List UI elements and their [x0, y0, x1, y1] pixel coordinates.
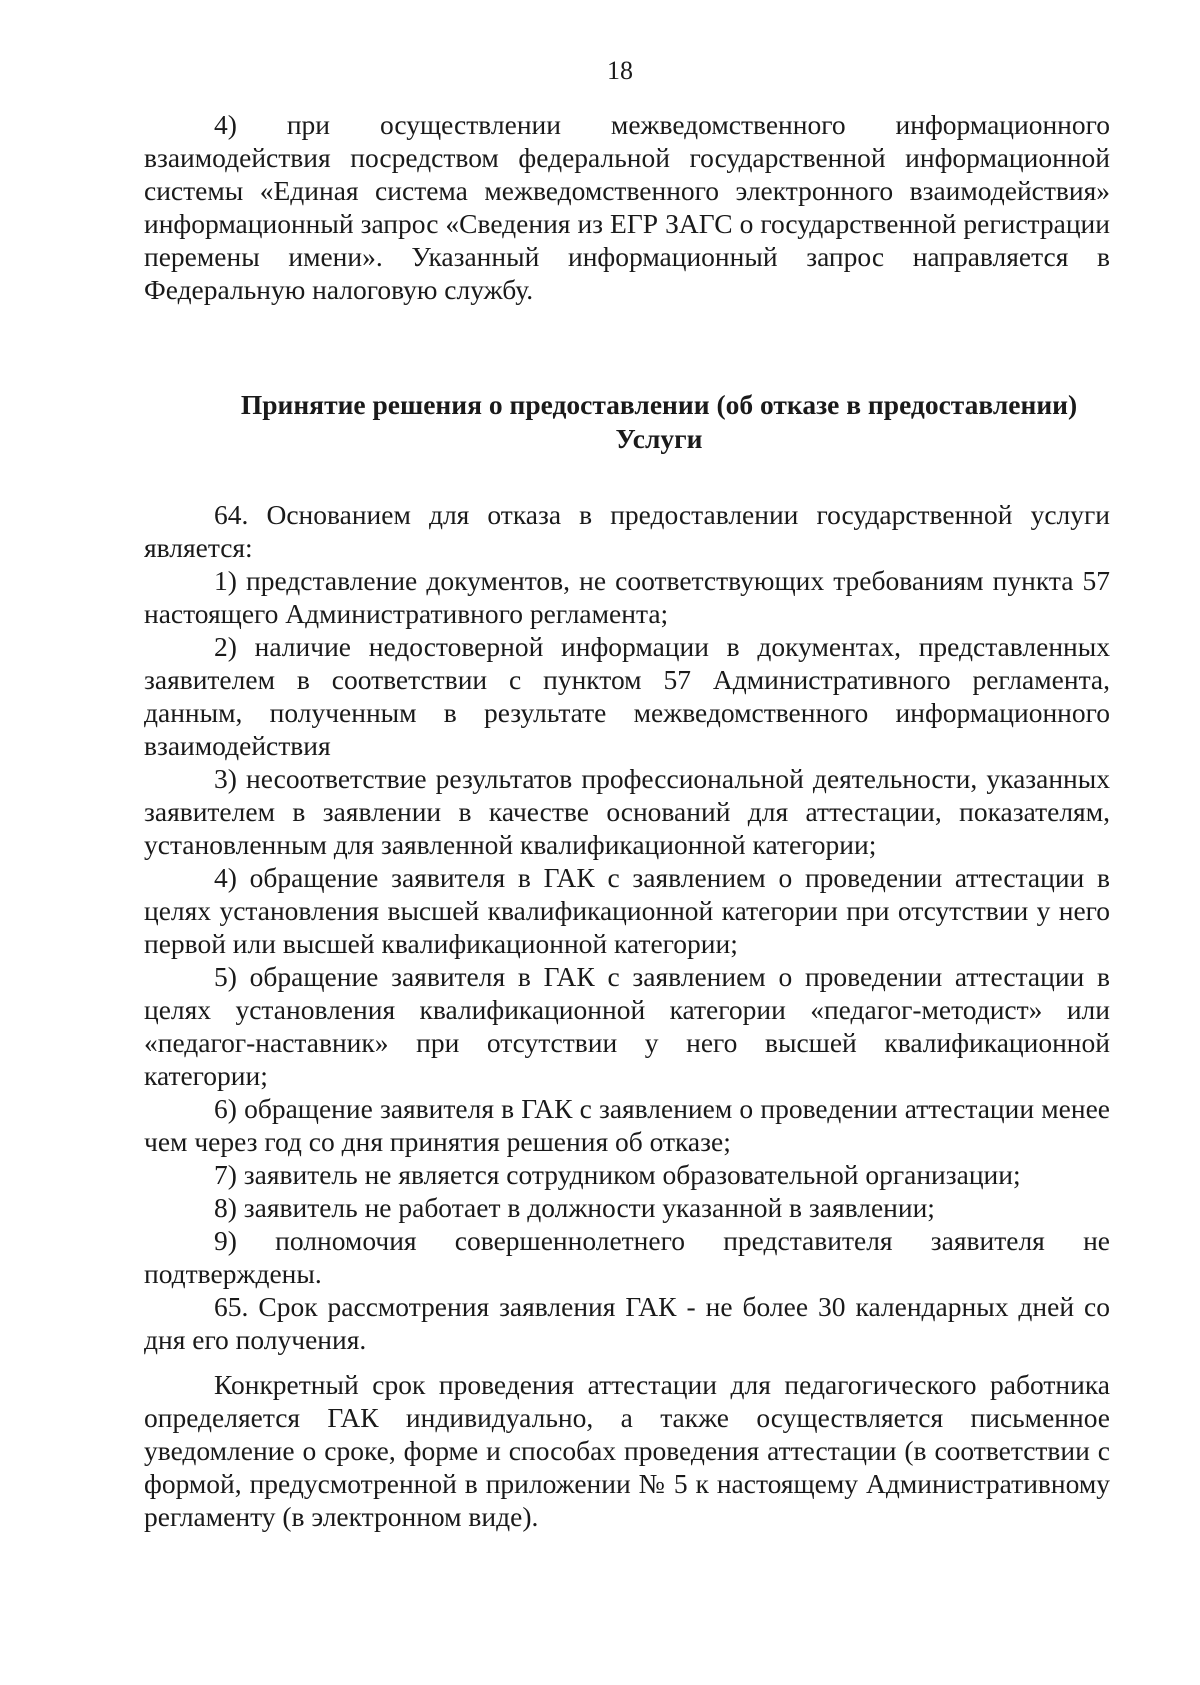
- paragraph-65: 65. Срок рассмотрения заявления ГАК - не более 30 календарных дней со дня его получения.: [144, 1291, 1110, 1355]
- section-heading-line-2: Услуги: [615, 423, 703, 454]
- paragraph-attestation-term: Конкретный срок проведения аттестации для педагогического работника определяется ГАК индивидуально, а также осуществляется письменное уведомление о сроке, форме и способах проведения аттестации (в соответствии с формой, предусмотренной в приложении № 5 к настоящему Административному регламенту (в электронном виде).: [144, 1369, 1110, 1532]
- list-item-5: 5) обращение заявителя в ГАК с заявлением о проведении аттестации в целях установления квалификационной категории «педагог-методист» или «педагог-наставник» при отсутствии у него высшей квалификационной категории;: [144, 961, 1110, 1091]
- main-text-block: [144, 498, 1110, 1533]
- list-item-6: 6) обращение заявителя в ГАК с заявлением о проведении аттестации менее чем через год со дня принятия решения об отказе;: [144, 1093, 1110, 1157]
- paragraph-interagency-request: 4) при осуществлении межведомственного информационного взаимодействия посредством федеральной государственной информационной системы «Единая система межведомственного электронного взаимодействия» информационный запрос «Сведения из ЕГР ЗАГС о государственной регистрации перемены имени». Указанный информационный запрос направляется в Федеральную налоговую службу.: [144, 109, 1110, 305]
- list-item-3: 3) несоответствие результатов профессиональной деятельности, указанных заявителем в заявлении в качестве оснований для аттестации, показателям, установленным для заявленной квалификационной категории;: [144, 763, 1110, 860]
- list-item-4: 4) обращение заявителя в ГАК с заявлением о проведении аттестации в целях установления высшей квалификационной категории при отсутствии у него первой или высшей квалификационной категории;: [144, 862, 1110, 959]
- section-heading: [144, 388, 1174, 456]
- list-item-1: 1) представление документов, не соответствующих требованиям пункта 57 настоящего Административного регламента;: [144, 565, 1110, 629]
- paragraph-64: 64. Основанием для отказа в предоставлении государственной услуги является:: [144, 499, 1110, 563]
- list-item-7: 7) заявитель не является сотрудником образовательной организации;: [214, 1159, 1021, 1190]
- top-paragraph-block: [144, 108, 1110, 306]
- list-item-8: 8) заявитель не работает в должности указанной в заявлении;: [214, 1192, 935, 1223]
- page-number: 18: [607, 56, 633, 85]
- list-item-9: 9) полномочия совершеннолетнего представителя заявителя не подтверждены.: [144, 1225, 1110, 1289]
- list-item-2: 2) наличие недостоверной информации в документах, представленных заявителем в соответствии с пунктом 57 Административного регламента, данным, полученным в результате межведомственного информационного взаимодействия: [144, 631, 1110, 761]
- section-heading-line-1: Принятие решения о предоставлении (об отказе в предоставлении): [240, 389, 1078, 420]
